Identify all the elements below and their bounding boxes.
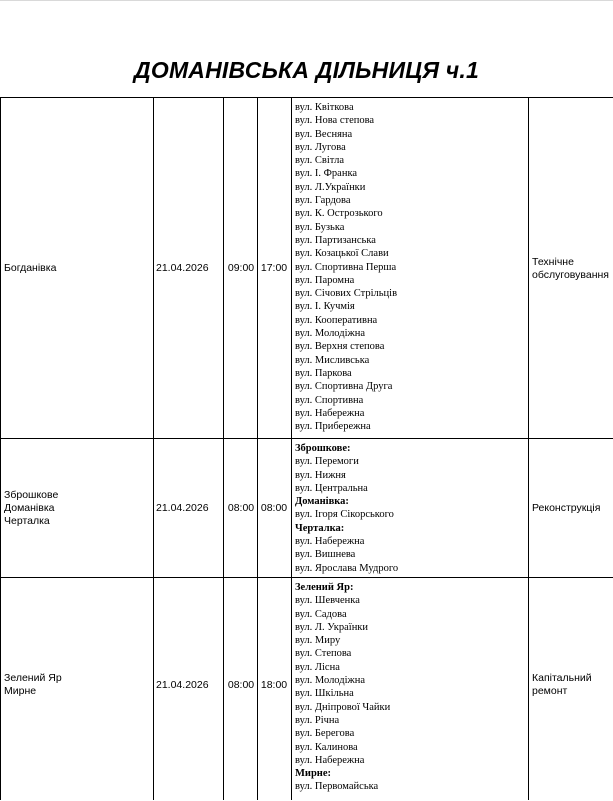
street-item: вул. Шкільна — [295, 688, 354, 700]
street-item: вул. Ігоря Сікорського — [295, 509, 394, 521]
column-divider — [528, 97, 529, 800]
outage-schedule-table — [0, 97, 613, 800]
time-from-cell: 08:00 — [227, 678, 255, 691]
street-item: вул. Лугова — [295, 141, 346, 153]
street-item: вул. Ярослава Мудрого — [295, 562, 399, 574]
street-item: вул. Січових Стрільців — [295, 288, 398, 300]
settlement-name: Мирне — [4, 685, 37, 697]
street-item: вул. Вишнева — [295, 549, 356, 561]
time-to-cell: 18:00 — [260, 678, 288, 691]
column-divider — [153, 97, 154, 800]
reason-line: Капітальний — [532, 672, 592, 684]
table-row — [0, 438, 613, 578]
street-item: вул. Весняна — [295, 128, 353, 140]
street-group-heading: Черталка: — [295, 522, 345, 534]
street-item: вул. Паромна — [295, 274, 355, 286]
date-cell: 21.04.2026 — [156, 502, 209, 514]
street-item: вул. Садова — [295, 608, 347, 620]
street-group-heading: Зелений Яр: — [295, 582, 354, 593]
reason-line: Реконструкція — [532, 502, 601, 514]
street-item: вул. Шевченка — [295, 595, 360, 607]
reason-line: обслуговування — [532, 268, 609, 281]
streets-cell — [295, 101, 527, 433]
reason-line: ремонт — [532, 685, 568, 697]
street-item: вул. Квіткова — [295, 102, 354, 113]
table-row — [0, 97, 613, 439]
time-from-cell: 09:00 — [227, 262, 255, 274]
street-item: вул. Нижня — [295, 469, 346, 481]
street-item: вул. Лісна — [295, 661, 340, 673]
street-item: вул. Гардова — [295, 195, 351, 207]
street-item: вул. Набережна — [295, 754, 365, 766]
street-group-heading: Доманівка: — [295, 496, 349, 508]
table-border-left — [0, 97, 1, 800]
street-item: вул. Л. Українки — [295, 621, 369, 633]
column-divider — [223, 97, 224, 800]
street-item: вул. Партизанська — [295, 234, 376, 246]
street-item: вул. Л.Українки — [295, 181, 366, 193]
street-item: вул. Бузька — [295, 221, 345, 233]
street-item: вул. Набережна — [295, 407, 365, 419]
settlement-cell — [4, 439, 150, 578]
street-item: вул. Нова степова — [295, 115, 375, 127]
street-item: вул. Верхня степова — [295, 341, 385, 353]
street-item: вул. Берегова — [295, 728, 355, 740]
streets-cell — [295, 442, 527, 575]
street-item: вул. Спортивна — [295, 394, 364, 406]
street-item: вул. Набережна — [295, 536, 365, 548]
street-item: вул. Центральна — [295, 482, 368, 494]
time-to-cell: 17:00 — [260, 262, 288, 274]
street-item: вул. Перемоги — [295, 456, 359, 468]
street-item: вул. Спортивна Перша — [295, 261, 397, 273]
street-item: вул. Молодіжна — [295, 328, 366, 340]
reason-cell — [532, 578, 612, 792]
column-divider — [257, 97, 258, 800]
page-top-border — [0, 0, 613, 1]
street-item: вул. Мисливська — [295, 354, 370, 366]
street-item: вул. Калинова — [295, 741, 358, 753]
street-item: вул. І. Кучмія — [295, 301, 355, 313]
street-item: вул. Молодіжна — [295, 675, 366, 687]
reason-line: Технічне — [532, 255, 574, 268]
street-item: вул. Річна — [295, 714, 340, 726]
time-to-cell: 08:00 — [260, 502, 288, 514]
settlement-cell — [4, 578, 150, 792]
street-item: вул. Паркова — [295, 367, 352, 379]
settlement-name: Богданівка — [4, 262, 57, 274]
settlement-name: Доманівка — [4, 502, 55, 514]
street-item: вул. Спортивна Друга — [295, 381, 393, 393]
time-from-cell: 08:00 — [227, 502, 255, 514]
streets-cell — [295, 581, 527, 794]
date-cell: 21.04.2026 — [156, 262, 209, 274]
street-group-heading: Зброшкове: — [295, 443, 351, 454]
street-item: вул. Миру — [295, 635, 341, 647]
street-item: вул. Світла — [295, 155, 344, 167]
street-item: вул. Степова — [295, 648, 352, 660]
date-cell: 21.04.2026 — [156, 678, 209, 691]
table-row — [0, 577, 613, 801]
street-item: вул. Козацької Слави — [295, 248, 389, 260]
settlement-name: Зброшкове — [4, 489, 59, 501]
street-item: вул. І. Франка — [295, 168, 358, 180]
street-group-heading: Мирне: — [295, 768, 332, 780]
page-title: ДОМАНІВСЬКА ДІЛЬНИЦЯ ч.1 — [134, 57, 479, 83]
street-item: вул. Первомайська — [295, 781, 379, 793]
reason-cell — [532, 98, 612, 439]
street-item: вул. Дніпрової Чайки — [295, 701, 391, 713]
street-item: вул. Прибережна — [295, 421, 371, 433]
reason-cell — [532, 439, 612, 578]
settlement-name: Зелений Яр — [4, 672, 62, 684]
street-item: вул. К. Острозького — [295, 208, 383, 220]
settlement-name: Черталка — [4, 515, 50, 527]
column-divider — [291, 97, 292, 800]
street-item: вул. Кооперативна — [295, 314, 378, 326]
settlement-cell — [4, 98, 150, 439]
